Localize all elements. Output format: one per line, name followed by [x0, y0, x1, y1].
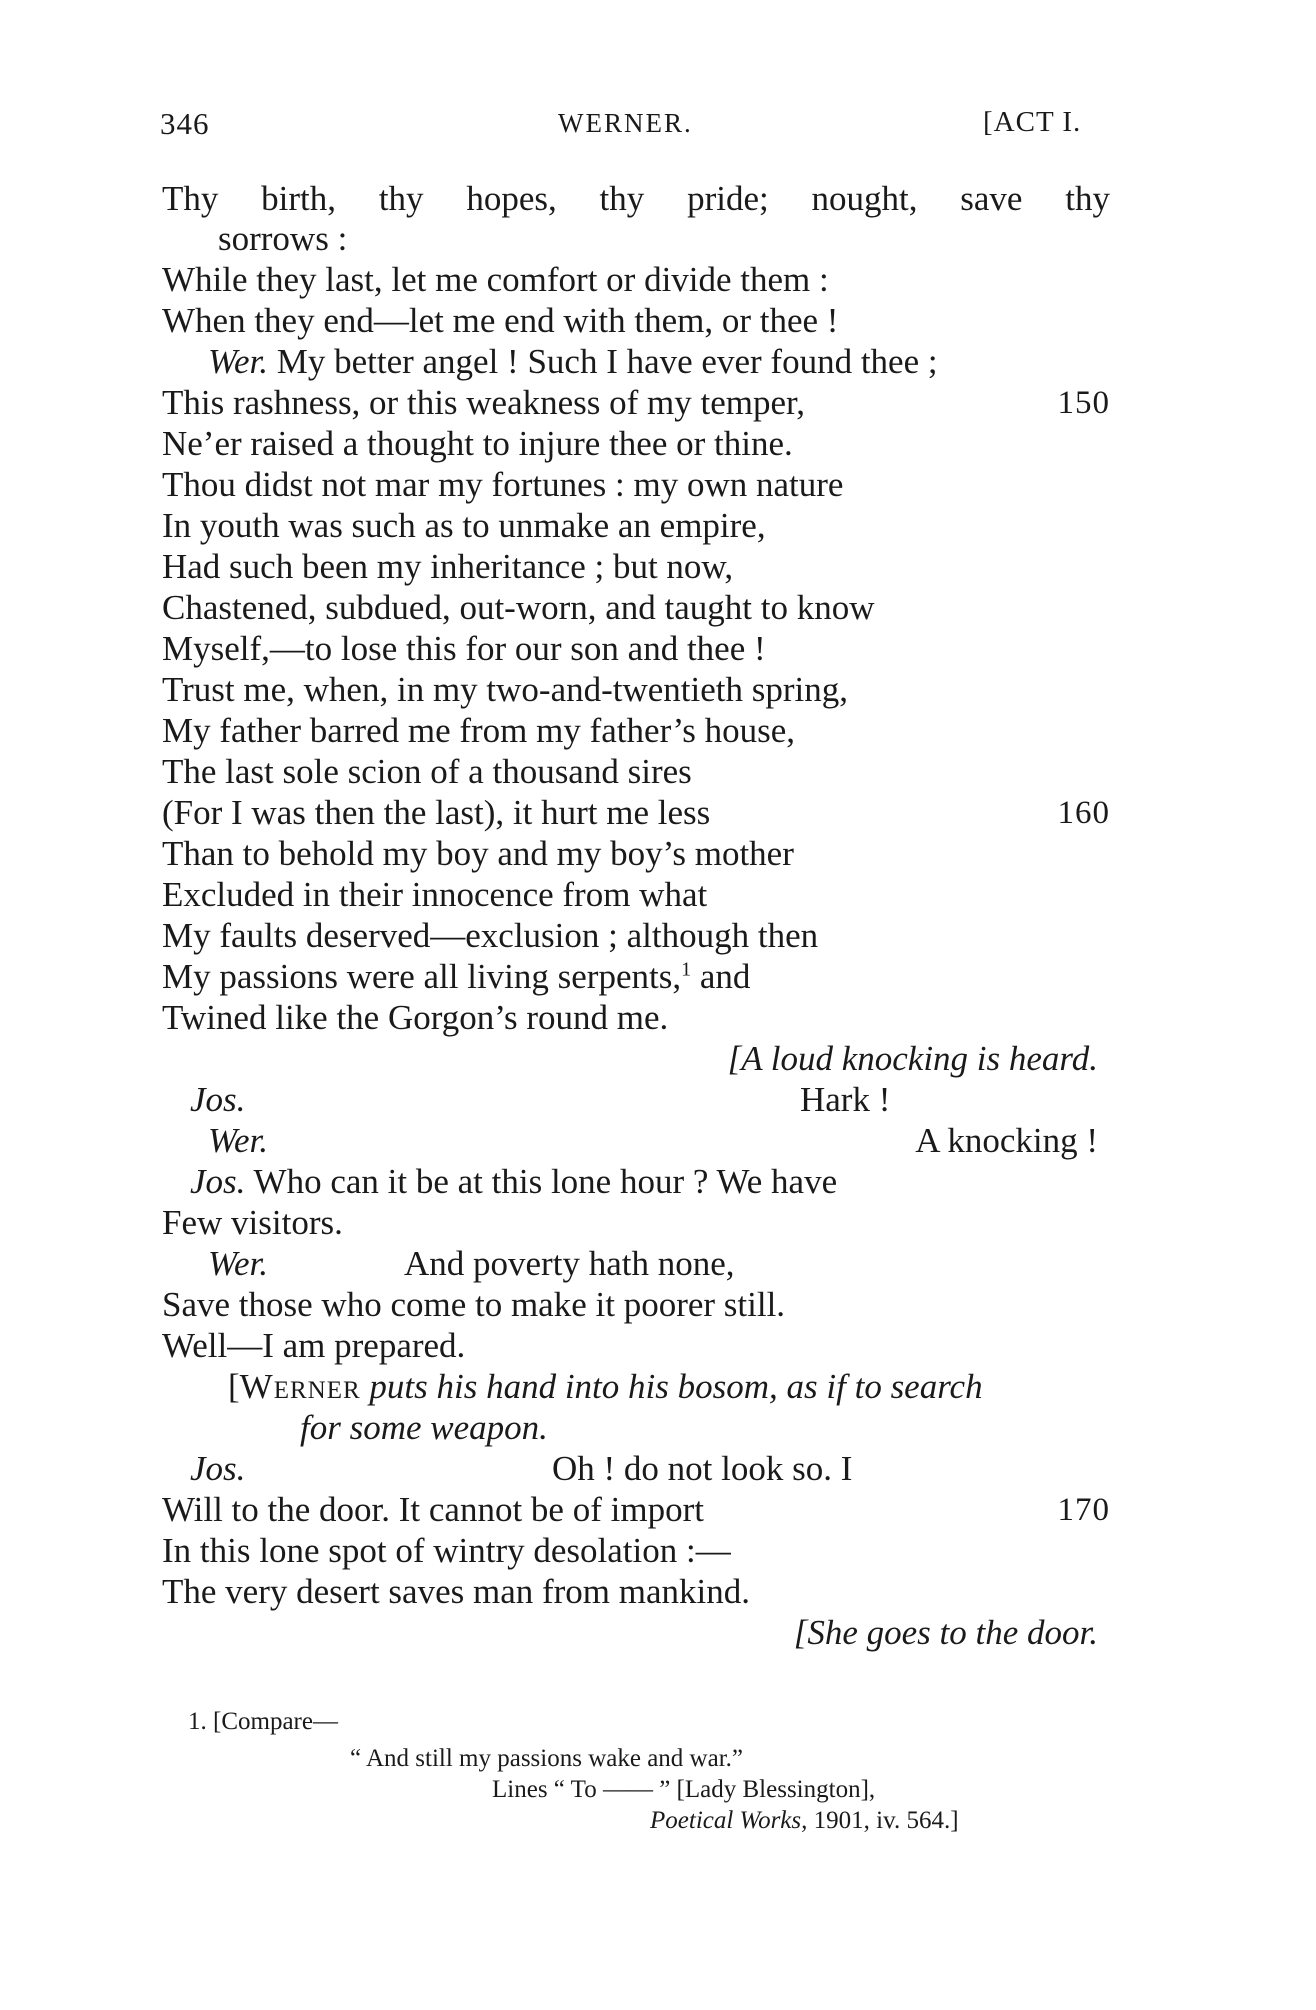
verse-line: (For I was then the last), it hurt me less [162, 793, 711, 832]
verse-text: My passions were all living serpents, [162, 957, 682, 996]
stage-direction: [A loud knocking is heard. [727, 1039, 1098, 1078]
footnote-quote: “ And still my passions wake and war.” [350, 1745, 743, 1772]
verse-line: This rashness, or this weakness of my temper, [162, 383, 806, 422]
verse-line: Few visitors. [162, 1203, 343, 1242]
character-name: Werner [239, 1367, 361, 1406]
page-number: 346 [160, 106, 210, 141]
footnote-citation: Lines “ To —— ” [Lady Blessington], [492, 1776, 876, 1803]
verse-line: Chastened, subdued, out-worn, and taught to know [162, 588, 875, 627]
verse-line: Than to behold my boy and my boy’s mother [162, 834, 794, 873]
speaker-name: Wer. [208, 342, 268, 381]
stage-direction: for some weapon. [300, 1408, 548, 1447]
citation-details: 1901, iv. 564.] [807, 1807, 959, 1834]
speaker-name: Wer. [208, 1121, 268, 1160]
speech-text: Oh ! do not look so. I [552, 1449, 853, 1488]
running-header [0, 106, 1316, 146]
speech-text: Hark ! [800, 1080, 891, 1119]
line-number: 150 [1057, 385, 1110, 421]
footnote-citation [650, 1806, 959, 1836]
speaker-name: Wer. [208, 1244, 268, 1283]
speech-text: Who can it be at this lone hour ? We have [253, 1162, 838, 1201]
speech-text: A knocking ! [915, 1121, 1098, 1160]
stage-direction: [She goes to the door. [793, 1613, 1098, 1652]
speech-text: My better angel ! Such I have ever found thee ; [276, 342, 938, 381]
bracket: [ [228, 1367, 240, 1406]
line-number: 170 [1057, 1492, 1110, 1528]
speaker-name: Jos. [190, 1080, 246, 1119]
verse-line: In this lone spot of wintry desolation :— [162, 1531, 731, 1570]
verse-line [190, 1161, 837, 1203]
footnote-marker: 1. [Compare— [188, 1708, 338, 1735]
verse-line: My faults deserved—exclusion ; although then [162, 916, 819, 955]
verse-line [162, 956, 750, 998]
verse-line: Will to the door. It cannot be of import [162, 1490, 704, 1529]
speech-text: And poverty hath none, [404, 1244, 735, 1283]
verse-text: and [691, 957, 751, 996]
work-title: Poetical Works, [650, 1807, 808, 1834]
verse-line [208, 341, 938, 383]
verse-line: While they last, let me comfort or divide them : [162, 260, 829, 299]
verse-line: When they end—let me end with them, or thee ! [162, 301, 839, 340]
verse-line: Had such been my inheritance ; but now, [162, 547, 734, 586]
verse-line: The very desert saves man from mankind. [162, 1572, 751, 1611]
verse-line: Thy birth, thy hopes, thy pride; nought, save thy [162, 179, 1110, 218]
verse-line: Well—I am prepared. [162, 1326, 466, 1365]
verse-line: Trust me, when, in my two-and-twentieth spring, [162, 670, 849, 709]
line-number: 160 [1057, 795, 1110, 831]
stage-direction [228, 1366, 983, 1408]
verse-line: In youth was such as to unmake an empire, [162, 506, 766, 545]
verse-line: My father barred me from my father’s house, [162, 711, 796, 750]
verse-line: Save those who come to make it poorer still. [162, 1285, 786, 1324]
verse-line: Ne’er raised a thought to injure thee or thine. [162, 424, 793, 463]
footnote-ref: 1 [681, 958, 692, 981]
speaker-name: Jos. [190, 1449, 246, 1488]
speaker-name: Jos. [190, 1162, 246, 1201]
direction-text: puts his hand into his bosom, as if to search [360, 1367, 983, 1406]
verse-line: Excluded in their innocence from what [162, 875, 708, 914]
verse-line: The last sole scion of a thousand sires [162, 752, 692, 791]
act-label: [ACT I. [983, 106, 1082, 138]
verse-line: Twined like the Gorgon’s round me. [162, 998, 669, 1037]
running-title: WERNER. [558, 108, 693, 138]
verse-line: Thou didst not mar my fortunes : my own nature [162, 465, 844, 504]
verse-line: Myself,—to lose this for our son and thee ! [162, 629, 766, 668]
verse-line: sorrows : [218, 219, 348, 258]
